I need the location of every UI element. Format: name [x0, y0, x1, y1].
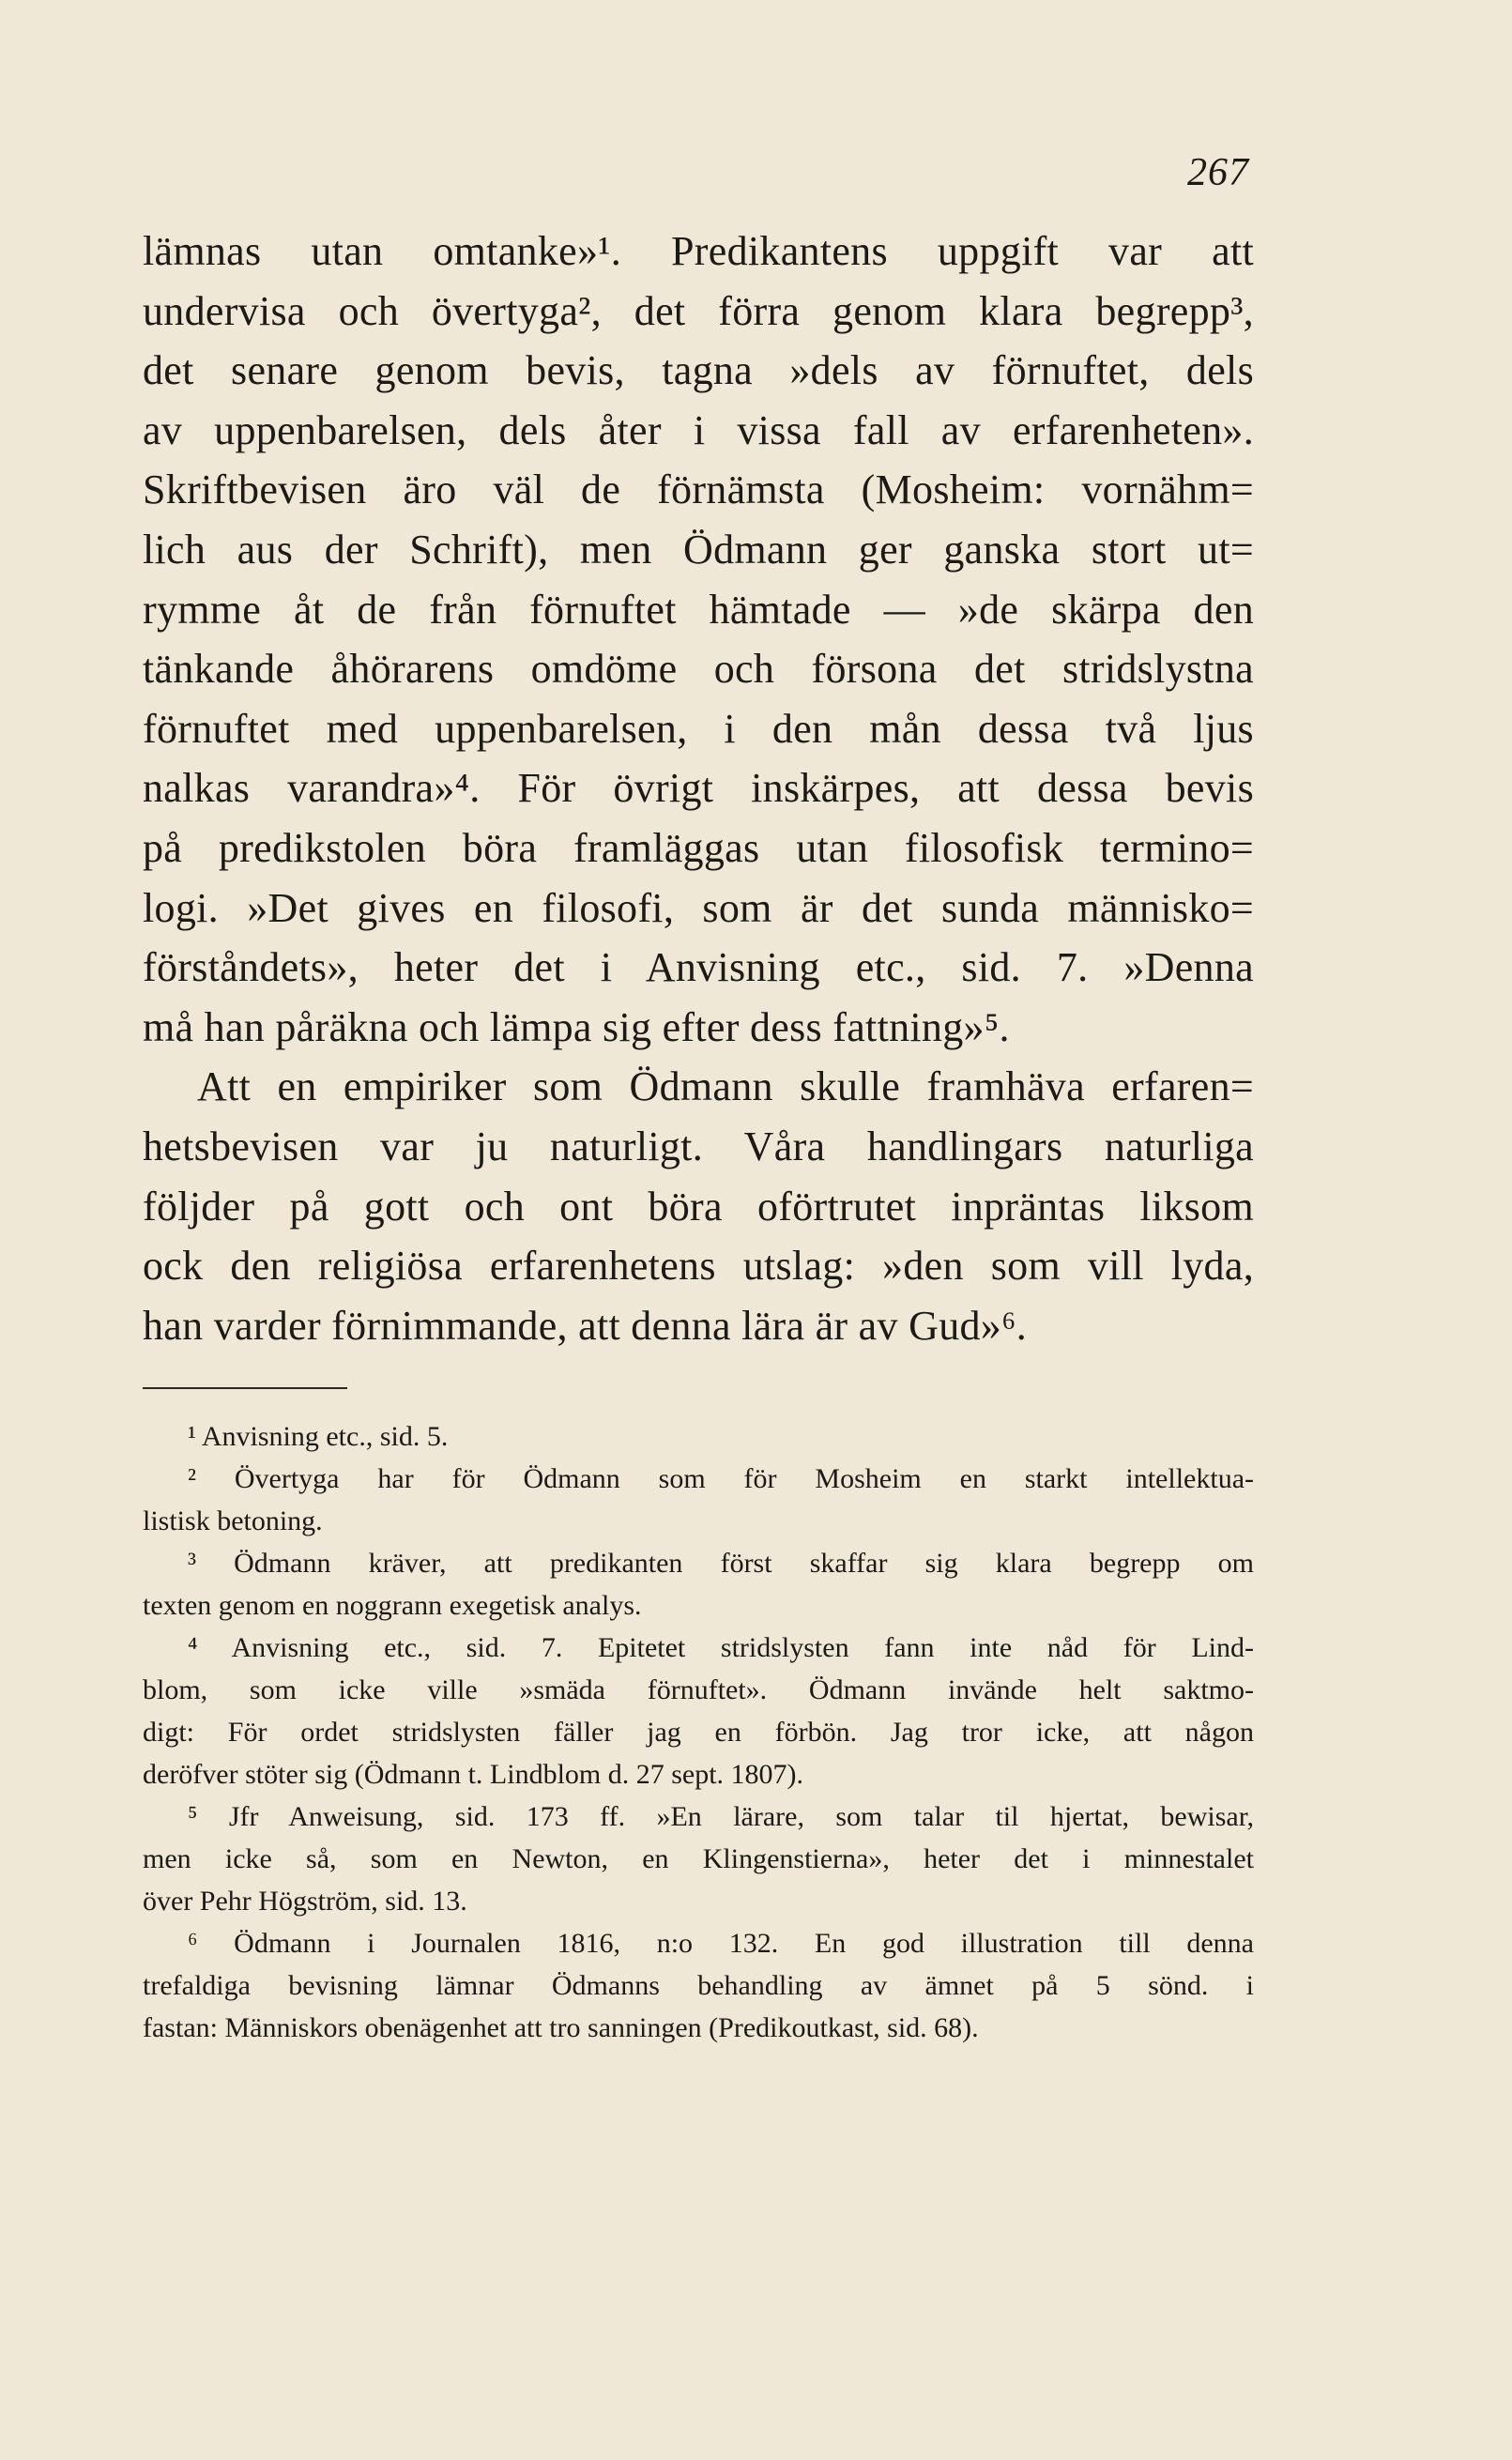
body-line: undervisa och övertyga², det förra genom klara begrepp³,: [143, 287, 1254, 334]
body-text: [143, 222, 1254, 1355]
footnote-line: deröfver stöter sig (Ödmann t. Lindblom d. 27 sept. 1807).: [143, 1759, 804, 1790]
footnote-line: ⁶ Ödmann i Journalen 1816, n:o 132. En god illustration till denna: [188, 1928, 1254, 1959]
body-line: följder på gott och ont böra oförtrutet inpräntas liksom: [143, 1183, 1254, 1230]
body-line: av uppenbarelsen, dels åter i vissa fall av erfarenheten».: [143, 406, 1254, 453]
footnote-divider: [143, 1387, 347, 1389]
body-line: lich aus der Schrift), men Ödmann ger ganska stort ut=: [143, 526, 1254, 573]
footnote-line: ³ Ödmann kräver, att predikanten först skaffar sig klara begrepp om: [188, 1548, 1254, 1579]
body-line: på predikstolen böra framläggas utan filosofisk termino=: [143, 824, 1254, 871]
body-line: hetsbevisen var ju naturligt. Våra handlingars naturliga: [143, 1123, 1254, 1169]
footnote-line: texten genom en noggrann exegetisk analys.: [143, 1590, 642, 1621]
body-line: må han påräkna och lämpa sig efter dess fattning»⁵.: [143, 1003, 1010, 1050]
body-line: förnuftet med uppenbarelsen, i den mån dessa två ljus: [143, 705, 1254, 752]
body-line: rymme åt de från förnuftet hämtade — »de skärpa den: [143, 586, 1254, 633]
footnote-line: ⁵ Jfr Anweisung, sid. 173 ff. »En lärare, som talar til hjertat, bewisar,: [188, 1801, 1254, 1832]
footnote-line: trefaldiga bevisning lämnar Ödmanns behandling av ämnet på 5 sönd. i: [143, 1970, 1254, 2001]
footnote-line: digt: För ordet stridslysten fäller jag en förbön. Jag tror icke, att någon: [143, 1717, 1254, 1748]
body-line: Skriftbevisen äro väl de förnämsta (Mosheim: vornähm=: [143, 466, 1254, 513]
footnote-line: ⁴ Anvisning etc., sid. 7. Epitetet stridslysten fann inte nåd för Lind-: [188, 1632, 1254, 1663]
body-line: nalkas varandra»⁴. För övrigt inskärpes, att dessa bevis: [143, 765, 1254, 812]
footnote-line: listisk betoning.: [143, 1505, 323, 1536]
footnote-line: ¹ Anvisning etc., sid. 5.: [188, 1421, 449, 1452]
footnote-line: blom, som icke ville »smäda förnuftet». Ödmann invände helt saktmo-: [143, 1674, 1254, 1705]
body-line: ock den religiösa erfarenhetens utslag: »den som vill lyda,: [143, 1243, 1254, 1290]
footnote-line: fastan: Människors obenägenhet att tro sanningen (Predikoutkast, sid. 68).: [143, 2012, 979, 2043]
footnotes: [143, 1415, 1254, 2049]
footnote-line: men icke så, som en Newton, en Klingenstierna», heter det i minnestalet: [143, 1843, 1254, 1874]
footnote-line: ² Övertyga har för Ödmann som för Mosheim en starkt intellektua-: [188, 1463, 1254, 1494]
body-line: lämnas utan omtanke»¹. Predikantens uppgift var att: [143, 228, 1254, 274]
page-number: 267: [1187, 151, 1249, 194]
body-line: förståndets», heter det i Anvisning etc., sid. 7. »Denna: [143, 944, 1254, 991]
footnote-line: över Pehr Högström, sid. 13.: [143, 1886, 467, 1917]
body-line: det senare genom bevis, tagna »dels av förnuftet, dels: [143, 347, 1254, 394]
body-line: han varder förnimmande, att denna lära är av Gud»⁶.: [143, 1302, 1028, 1349]
body-line: Att en empiriker som Ödmann skulle framhäva erfaren=: [197, 1063, 1254, 1110]
body-line: logi. »Det gives en filosofi, som är det sunda människo=: [143, 884, 1254, 931]
body-line: tänkande åhörarens omdöme och försona det stridslystna: [143, 646, 1254, 693]
